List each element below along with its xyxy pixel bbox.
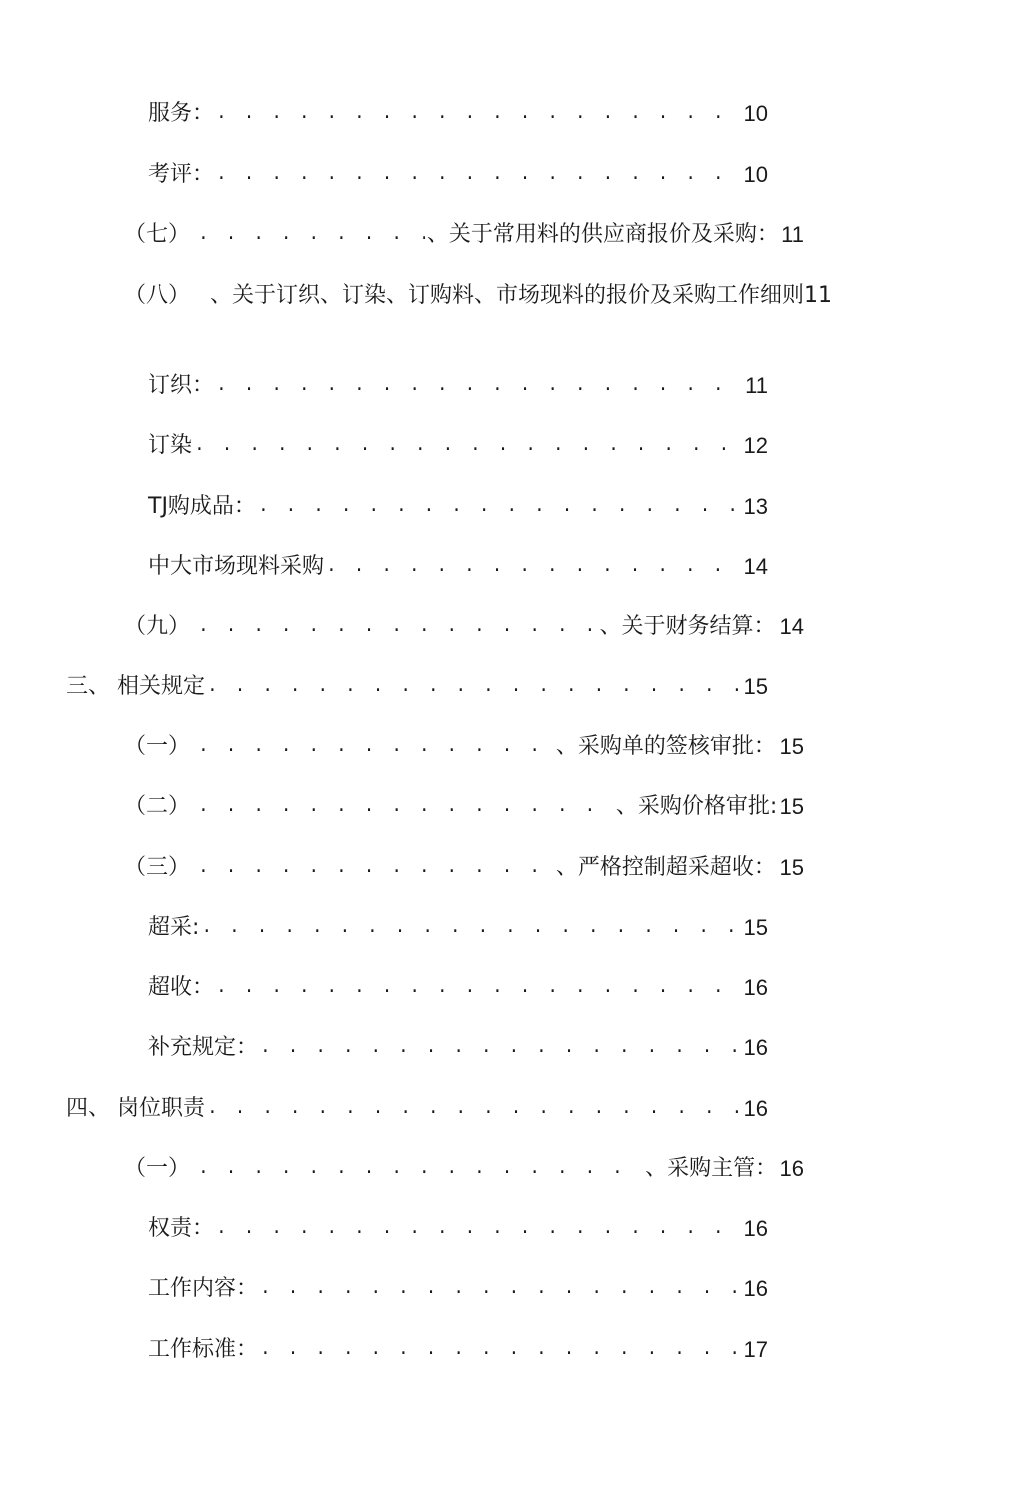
- toc-entry[interactable]: [148, 490, 768, 524]
- toc-leader-dots: [260, 1031, 742, 1065]
- toc-leader-dots: [216, 369, 743, 403]
- toc-entry[interactable]: [148, 1272, 768, 1306]
- toc-page-number: 16: [743, 1035, 768, 1060]
- toc-page-number: 16: [779, 1156, 804, 1181]
- toc-page-number: 12: [743, 433, 768, 458]
- toc-entry-label: 超采:: [148, 915, 200, 940]
- toc-leader-dots: [198, 1152, 643, 1186]
- toc-section-number: （八）: [124, 283, 191, 308]
- toc-entry-label: 订织：: [148, 373, 215, 398]
- toc-entry[interactable]: [148, 550, 768, 584]
- toc-page-number: 16: [743, 1276, 768, 1301]
- toc-entry-label: 、关于订织、订染、订购料、市场现料的报价及采购工作细则11: [210, 283, 832, 308]
- toc-section-number: （三）: [124, 855, 191, 880]
- toc-page-number: 13: [743, 494, 768, 519]
- toc-leader-dots: [260, 1272, 742, 1306]
- toc-entry[interactable]: [148, 429, 768, 463]
- toc-leader-dots: [258, 490, 742, 524]
- toc-page-number: 15: [743, 674, 768, 699]
- toc-leader-dots: [198, 790, 614, 824]
- toc-page-number: 15: [743, 915, 768, 940]
- toc-page-number: 16: [743, 1216, 768, 1241]
- toc-entry[interactable]: [124, 790, 804, 824]
- toc-entry[interactable]: [148, 1212, 768, 1246]
- toc-leader-dots: [216, 97, 742, 131]
- toc-entry-label: 服务：: [148, 101, 215, 126]
- toc-leader-dots: [216, 971, 742, 1005]
- toc-page-number: 11: [745, 373, 768, 398]
- toc-page-number: 14: [779, 614, 804, 639]
- toc-page-number: 16: [743, 1096, 768, 1121]
- toc-entry-label: 考评：: [148, 162, 215, 187]
- toc-leader-dots: [198, 218, 425, 252]
- toc-entry[interactable]: [124, 730, 804, 764]
- toc-page-number: 14: [743, 554, 768, 579]
- toc-entry-label: 超收：: [148, 975, 215, 1000]
- toc-entry-label: 订染: [148, 433, 193, 458]
- toc-entry[interactable]: [148, 369, 768, 403]
- toc-entry[interactable]: [124, 610, 804, 644]
- toc-entry-label: 、严格控制超采超收：: [555, 855, 776, 880]
- toc-entry-label: 工作标准：: [148, 1337, 259, 1362]
- toc-entry[interactable]: [148, 1333, 768, 1367]
- toc-leader-dots: [216, 1212, 742, 1246]
- toc-leader-dots: [194, 429, 742, 463]
- toc-section-number: （二）: [124, 794, 191, 819]
- toc-entry[interactable]: [148, 1031, 768, 1065]
- toc-section-number: （九）: [124, 614, 191, 639]
- toc-leader-dots: [207, 670, 742, 704]
- toc-entry[interactable]: [124, 1152, 804, 1186]
- toc-entry[interactable]: [148, 158, 768, 192]
- toc-leader-dots: [260, 1333, 742, 1367]
- toc-entry[interactable]: [148, 971, 768, 1005]
- toc-leader-dots: [326, 550, 742, 584]
- toc-page-number: 11: [781, 222, 804, 247]
- toc-entry[interactable]: [148, 97, 768, 131]
- toc-section-number: （一）: [124, 734, 191, 759]
- toc-leader-dots: [198, 851, 554, 885]
- toc-entry-label: 补充规定：: [148, 1035, 259, 1060]
- toc-leader-dots: [216, 158, 742, 192]
- toc-entry-label: 、采购主管：: [645, 1156, 778, 1181]
- toc-entry[interactable]: [124, 279, 904, 313]
- toc-section-number: （一）: [124, 1156, 191, 1181]
- toc-entry[interactable]: [66, 1092, 768, 1126]
- toc-page-number: 17: [743, 1337, 768, 1362]
- toc-entry-label: 三、 相关规定: [66, 674, 205, 699]
- toc-page-number: 15: [779, 855, 804, 880]
- toc-section-number: （七）: [124, 222, 191, 247]
- toc-page-number: 16: [743, 975, 768, 1000]
- toc-entry-label: TJ购成品：: [148, 494, 256, 519]
- toc-leader-dots: [207, 1092, 742, 1126]
- toc-entry-label: 、关于财务结算：: [599, 614, 776, 639]
- toc-entry-label: 工作内容：: [148, 1276, 259, 1301]
- toc-entry-label: 、采购价格审批:: [615, 794, 778, 819]
- toc-page-number: 10: [743, 162, 768, 187]
- toc-entry[interactable]: [148, 911, 768, 945]
- toc-entry-label: 中大市场现料采购: [148, 554, 325, 579]
- toc-entry[interactable]: [124, 218, 804, 252]
- toc-leader-dots: [198, 730, 554, 764]
- toc-entry-label: 、采购单的签核审批：: [555, 734, 776, 759]
- toc-leader-dots: [198, 610, 597, 644]
- toc-entry[interactable]: [124, 851, 804, 885]
- toc-page-number: 15: [779, 734, 804, 759]
- toc-leader-dots: [201, 911, 741, 945]
- toc-entry-label: 四、 岗位职责: [66, 1096, 205, 1121]
- toc-entry-label: 权责：: [148, 1216, 215, 1241]
- toc-entry[interactable]: [66, 670, 768, 704]
- toc-page-number: 10: [743, 101, 768, 126]
- toc-page-number: 15: [779, 794, 804, 819]
- toc-entry-label: 、关于常用料的供应商报价及采购：: [426, 222, 779, 247]
